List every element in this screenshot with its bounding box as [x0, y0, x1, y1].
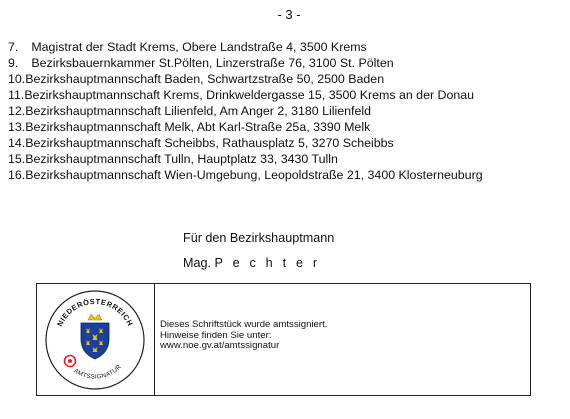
list-item	[8, 103, 483, 119]
signatory	[183, 251, 334, 276]
list-item	[8, 71, 483, 87]
item-text: Bezirkshauptmannschaft Melk, Abt Karl-Straße 25a, 3390 Melk	[25, 120, 371, 134]
item-text: Magistrat der Stadt Krems, Obere Landstraße 4, 3500 Krems	[31, 40, 367, 54]
notice-line: Dieses Schriftstück wurde amtssigniert.	[160, 319, 328, 330]
signatory-surname: P e c h t e r	[214, 256, 321, 270]
list-item	[8, 119, 483, 135]
amtssignatur-seal-icon	[42, 287, 148, 393]
list-item	[8, 151, 483, 167]
seal-bottom-text: AMTSSIGNATUR	[72, 363, 123, 381]
list-item	[8, 55, 483, 71]
item-number: 11.	[8, 88, 25, 102]
signatory-title: Mag.	[183, 256, 211, 270]
item-text: Bezirkshauptmannschaft Tulln, Hauptplatz 33, 3430 Tulln	[25, 152, 338, 166]
item-number: 13.	[8, 120, 26, 134]
signature-box	[36, 283, 531, 396]
signoff	[183, 226, 334, 276]
list-item	[8, 87, 483, 103]
signature-notice	[155, 284, 327, 395]
item-text: Bezirksbauernkammer St.Pölten, Linzerstraße 76, 3100 St. Pölten	[31, 56, 394, 70]
item-text: Bezirkshauptmannschaft Scheibbs, Rathausplatz 5, 3270 Scheibbs	[25, 136, 394, 150]
seal-cell	[37, 284, 155, 395]
item-number: 14.	[8, 136, 26, 150]
item-text: Bezirkshauptmannschaft Baden, Schwartzstraße 50, 2500 Baden	[25, 72, 385, 86]
notice-line: Hinweise finden Sie unter:	[160, 329, 272, 341]
signoff-line: Für den Bezirkshauptmann	[183, 231, 335, 245]
item-number: 9.	[8, 56, 19, 70]
item-text: Bezirkshauptmannschaft Wien-Umgebung, Leopoldstraße 21, 3400 Klosterneuburg	[25, 168, 483, 182]
item-text: Bezirkshauptmannschaft Lilienfeld, Am Anger 2, 3180 Lilienfeld	[25, 104, 372, 118]
recipient-list	[8, 39, 483, 183]
item-number: 10.	[8, 72, 26, 86]
list-item	[8, 39, 483, 55]
notice-link[interactable]: www.noe.gv.at/amtssignatur	[160, 340, 280, 351]
item-number: 12.	[8, 104, 26, 118]
item-number: 7.	[8, 40, 19, 54]
list-item	[8, 135, 483, 151]
item-number: 15.	[8, 152, 26, 166]
seal-top-text: NIEDERÖSTERREICH	[55, 296, 135, 328]
list-item	[8, 167, 483, 183]
item-number: 16.	[8, 168, 26, 182]
item-text: Bezirkshauptmannschaft Krems, Drinkweldergasse 15, 3500 Krems an der Donau	[24, 88, 475, 102]
page-number: - 3 -	[277, 7, 301, 22]
